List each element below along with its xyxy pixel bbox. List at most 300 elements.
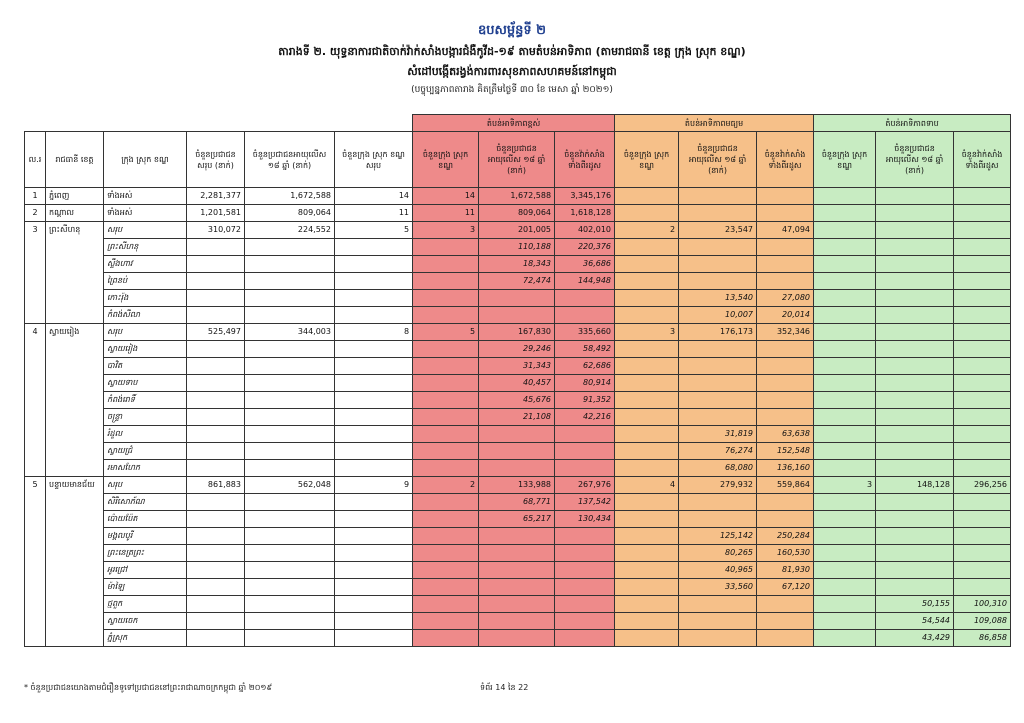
cell-no — [25, 239, 46, 256]
cell-h-cnt — [413, 392, 479, 409]
cell-pop18 — [245, 273, 335, 290]
cell-h-pop — [479, 596, 555, 613]
cell-pop18 — [245, 511, 335, 528]
cell-cnt — [335, 392, 413, 409]
cell-m-pop — [679, 358, 757, 375]
table-row — [25, 188, 1011, 205]
cell-province — [46, 392, 104, 409]
cell-pop18 — [245, 290, 335, 307]
table-row — [25, 341, 1011, 358]
cell-no — [25, 443, 46, 460]
cell-m-pop: 40,965 — [679, 562, 757, 579]
table-row — [25, 562, 1011, 579]
cell-h-pop — [479, 579, 555, 596]
cell-l-cnt — [814, 205, 876, 222]
cell-no — [25, 460, 46, 477]
cell-l-dose: 109,088 — [954, 613, 1011, 630]
table-row — [25, 256, 1011, 273]
cell-h-pop: 133,988 — [479, 477, 555, 494]
cell-cnt — [335, 358, 413, 375]
cell-l-pop — [876, 358, 954, 375]
group-header-low: តំបន់អាទិភាពទាប — [814, 115, 1011, 132]
cell-h-dose: 335,660 — [555, 324, 615, 341]
cell-m-dose — [757, 375, 814, 392]
cell-cnt — [335, 307, 413, 324]
cell-cnt: 5 — [335, 222, 413, 239]
cell-h-dose — [555, 426, 615, 443]
cell-h-dose: 42,216 — [555, 409, 615, 426]
cell-h-cnt — [413, 443, 479, 460]
cell-pop18 — [245, 460, 335, 477]
table-row — [25, 613, 1011, 630]
cell-m-dose: 81,930 — [757, 562, 814, 579]
cell-pop18 — [245, 256, 335, 273]
cell-pop — [187, 494, 245, 511]
cell-h-dose: 91,352 — [555, 392, 615, 409]
cell-pop — [187, 511, 245, 528]
cell-l-cnt — [814, 409, 876, 426]
cell-province — [46, 511, 104, 528]
cell-m-pop — [679, 494, 757, 511]
cell-cnt: 14 — [335, 188, 413, 205]
cell-m-cnt — [615, 307, 679, 324]
cell-no: 4 — [25, 324, 46, 341]
cell-h-pop — [479, 545, 555, 562]
cell-l-pop — [876, 324, 954, 341]
cell-l-pop — [876, 188, 954, 205]
cell-pop18 — [245, 579, 335, 596]
cell-h-cnt — [413, 630, 479, 647]
cell-h-dose: 1,618,128 — [555, 205, 615, 222]
cell-no — [25, 341, 46, 358]
cell-province: បន្ទាយមានជ័យ — [46, 477, 104, 494]
cell-m-pop: 76,274 — [679, 443, 757, 460]
cell-h-pop: 167,830 — [479, 324, 555, 341]
col-header-high-doses: ចំនួនវ៉ាក់សាំងទាំងពីរដូស — [555, 132, 615, 188]
cell-cnt — [335, 239, 413, 256]
cell-no: 5 — [25, 477, 46, 494]
cell-district: ស្ទឹងហាវ — [104, 256, 187, 273]
cell-m-cnt: 2 — [615, 222, 679, 239]
cell-h-dose: 402,010 — [555, 222, 615, 239]
table-row — [25, 358, 1011, 375]
cell-district: អូរជ្រៅ — [104, 562, 187, 579]
cell-m-cnt — [615, 562, 679, 579]
cell-no — [25, 273, 46, 290]
cell-m-cnt — [615, 596, 679, 613]
cell-pop18 — [245, 562, 335, 579]
cell-h-dose: 267,976 — [555, 477, 615, 494]
cell-m-pop: 176,173 — [679, 324, 757, 341]
cell-h-dose — [555, 596, 615, 613]
cell-l-dose — [954, 239, 1011, 256]
cell-l-pop — [876, 290, 954, 307]
cell-province: ព្រះសីហនុ — [46, 222, 104, 239]
cell-m-cnt — [615, 239, 679, 256]
col-header-low-count: ចំនួនក្រុង ស្រុក ខណ្ឌ — [814, 132, 876, 188]
cell-h-cnt — [413, 409, 479, 426]
col-header-district-count: ចំនួនក្រុង ស្រុក ខណ្ឌសរុប — [335, 132, 413, 188]
cell-m-cnt — [615, 358, 679, 375]
cell-m-pop — [679, 205, 757, 222]
cell-m-dose — [757, 630, 814, 647]
cell-l-pop — [876, 239, 954, 256]
cell-district: សរុប — [104, 477, 187, 494]
cell-district: ព្រៃនប់ — [104, 273, 187, 290]
cell-province — [46, 341, 104, 358]
col-header-medium-doses: ចំនួនវ៉ាក់សាំងទាំងពីរដូស — [757, 132, 814, 188]
cell-pop: 310,072 — [187, 222, 245, 239]
table-row — [25, 324, 1011, 341]
col-header-medium-count: ចំនួនក្រុង ស្រុក ខណ្ឌ — [615, 132, 679, 188]
cell-cnt — [335, 375, 413, 392]
cell-province — [46, 273, 104, 290]
cell-m-pop: 33,560 — [679, 579, 757, 596]
cell-cnt — [335, 545, 413, 562]
cell-m-cnt — [615, 392, 679, 409]
cell-district: កោះរ៉ុង — [104, 290, 187, 307]
cell-h-pop: 72,474 — [479, 273, 555, 290]
cell-m-dose: 20,014 — [757, 307, 814, 324]
cell-no — [25, 511, 46, 528]
cell-no: 2 — [25, 205, 46, 222]
cell-no — [25, 358, 46, 375]
cell-h-pop: 110,188 — [479, 239, 555, 256]
cell-cnt — [335, 528, 413, 545]
cell-l-dose — [954, 392, 1011, 409]
cell-pop18: 562,048 — [245, 477, 335, 494]
cell-no — [25, 426, 46, 443]
cell-m-dose — [757, 256, 814, 273]
cell-l-dose — [954, 341, 1011, 358]
cell-pop — [187, 239, 245, 256]
cell-l-cnt — [814, 324, 876, 341]
cell-m-pop — [679, 511, 757, 528]
cell-pop: 1,201,581 — [187, 205, 245, 222]
cell-l-cnt — [814, 375, 876, 392]
cell-h-cnt — [413, 307, 479, 324]
table-row — [25, 273, 1011, 290]
cell-pop18 — [245, 630, 335, 647]
cell-pop — [187, 273, 245, 290]
cell-h-dose: 80,914 — [555, 375, 615, 392]
page-number: ទំព័រ 14 នៃ 22 — [480, 683, 529, 692]
col-header-no: ល.រ — [25, 132, 46, 188]
table-row — [25, 307, 1011, 324]
cell-district: ប៉ោយប៉ែត — [104, 511, 187, 528]
cell-l-cnt — [814, 426, 876, 443]
cell-h-dose — [555, 562, 615, 579]
cell-no — [25, 596, 46, 613]
cell-district: សរុប — [104, 222, 187, 239]
cell-l-dose — [954, 426, 1011, 443]
cell-h-cnt: 5 — [413, 324, 479, 341]
cell-no: 3 — [25, 222, 46, 239]
cell-district: ភ្នំស្រុក — [104, 630, 187, 647]
cell-pop — [187, 409, 245, 426]
cell-m-cnt — [615, 426, 679, 443]
col-header-high-count: ចំនួនក្រុង ស្រុក ខណ្ឌ — [413, 132, 479, 188]
cell-h-dose — [555, 443, 615, 460]
cell-district: ស្វាយទាប — [104, 375, 187, 392]
cell-pop — [187, 630, 245, 647]
cell-l-cnt: 3 — [814, 477, 876, 494]
cell-l-cnt — [814, 273, 876, 290]
cell-pop — [187, 579, 245, 596]
cell-m-dose: 27,080 — [757, 290, 814, 307]
cell-l-dose: 86,858 — [954, 630, 1011, 647]
cell-no — [25, 562, 46, 579]
cell-cnt: 9 — [335, 477, 413, 494]
cell-h-dose: 220,376 — [555, 239, 615, 256]
cell-l-cnt — [814, 188, 876, 205]
cell-l-dose — [954, 375, 1011, 392]
cell-district: សរុប — [104, 324, 187, 341]
cell-cnt — [335, 613, 413, 630]
cell-l-dose: 100,310 — [954, 596, 1011, 613]
cell-l-pop — [876, 409, 954, 426]
cell-no — [25, 613, 46, 630]
cell-h-pop — [479, 613, 555, 630]
cell-m-pop: 13,540 — [679, 290, 757, 307]
cell-province: កណ្ដាល — [46, 205, 104, 222]
cell-m-dose — [757, 341, 814, 358]
cell-district: រំដួល — [104, 426, 187, 443]
cell-m-cnt — [615, 460, 679, 477]
cell-l-cnt — [814, 494, 876, 511]
cell-cnt — [335, 596, 413, 613]
cell-no — [25, 290, 46, 307]
cell-l-cnt — [814, 358, 876, 375]
cell-h-pop — [479, 290, 555, 307]
table-subtitle: សំដៅបង្កើតរង្វង់ការពារសុខភាពសហគមន៍នៅកម្ពុជា — [407, 65, 617, 78]
cell-h-dose: 36,686 — [555, 256, 615, 273]
cell-province: ភ្នំពេញ — [46, 188, 104, 205]
cell-m-cnt — [615, 579, 679, 596]
cell-pop — [187, 256, 245, 273]
cell-pop18 — [245, 375, 335, 392]
cell-no — [25, 392, 46, 409]
cell-pop18 — [245, 426, 335, 443]
cell-l-dose — [954, 188, 1011, 205]
document-header — [0, 22, 1024, 97]
cell-l-pop: 148,128 — [876, 477, 954, 494]
cell-h-cnt — [413, 511, 479, 528]
cell-pop18 — [245, 545, 335, 562]
cell-no — [25, 579, 46, 596]
cell-h-cnt: 3 — [413, 222, 479, 239]
cell-l-dose — [954, 222, 1011, 239]
cell-h-dose — [555, 460, 615, 477]
cell-l-pop — [876, 426, 954, 443]
cell-cnt: 8 — [335, 324, 413, 341]
cell-l-dose — [954, 562, 1011, 579]
cell-cnt — [335, 273, 413, 290]
cell-l-cnt — [814, 528, 876, 545]
cell-m-dose: 136,160 — [757, 460, 814, 477]
col-header-pop18: ចំនួនប្រជាជនអាយុលើស ១៨ ឆ្នាំ (នាក់) — [245, 132, 335, 188]
cell-pop18: 344,003 — [245, 324, 335, 341]
cell-h-cnt — [413, 358, 479, 375]
cell-district: កំពង់រោទិ៍ — [104, 392, 187, 409]
cell-l-dose — [954, 256, 1011, 273]
cell-province — [46, 375, 104, 392]
cell-l-dose — [954, 460, 1011, 477]
cell-m-cnt: 3 — [615, 324, 679, 341]
cell-m-dose — [757, 358, 814, 375]
cell-district: ព្រះនេត្រព្រះ — [104, 545, 187, 562]
cell-h-dose — [555, 613, 615, 630]
cell-pop: 525,497 — [187, 324, 245, 341]
cell-h-pop: 201,005 — [479, 222, 555, 239]
cell-l-cnt — [814, 239, 876, 256]
cell-m-dose: 63,638 — [757, 426, 814, 443]
cell-l-cnt — [814, 545, 876, 562]
cell-pop — [187, 528, 245, 545]
cell-no — [25, 256, 46, 273]
cell-h-pop: 40,457 — [479, 375, 555, 392]
table-row — [25, 596, 1011, 613]
cell-h-dose — [555, 579, 615, 596]
cell-m-dose — [757, 596, 814, 613]
cell-pop — [187, 307, 245, 324]
cell-l-dose — [954, 511, 1011, 528]
cell-l-pop — [876, 375, 954, 392]
cell-l-dose — [954, 273, 1011, 290]
cell-no — [25, 494, 46, 511]
cell-l-dose — [954, 494, 1011, 511]
cell-m-dose — [757, 494, 814, 511]
cell-pop — [187, 375, 245, 392]
cell-pop18 — [245, 528, 335, 545]
cell-district: ម៉ាឡៃ — [104, 579, 187, 596]
cell-m-cnt — [615, 256, 679, 273]
cell-pop18: 809,064 — [245, 205, 335, 222]
cell-m-cnt — [615, 409, 679, 426]
cell-province — [46, 307, 104, 324]
table-row — [25, 460, 1011, 477]
cell-m-pop — [679, 375, 757, 392]
table-row — [25, 545, 1011, 562]
cell-province — [46, 256, 104, 273]
cell-l-dose — [954, 443, 1011, 460]
table-row — [25, 426, 1011, 443]
cell-l-pop: 54,544 — [876, 613, 954, 630]
cell-pop — [187, 443, 245, 460]
cell-l-cnt — [814, 256, 876, 273]
cell-district: ថ្មពួក — [104, 596, 187, 613]
cell-l-cnt — [814, 596, 876, 613]
cell-l-pop — [876, 579, 954, 596]
cell-h-pop — [479, 630, 555, 647]
cell-m-cnt — [615, 205, 679, 222]
cell-pop — [187, 392, 245, 409]
cell-l-cnt — [814, 511, 876, 528]
cell-l-dose — [954, 545, 1011, 562]
cell-pop — [187, 341, 245, 358]
cell-district: រមាសហែក — [104, 460, 187, 477]
cell-m-cnt — [615, 528, 679, 545]
cell-cnt — [335, 290, 413, 307]
cell-province — [46, 239, 104, 256]
cell-l-cnt — [814, 341, 876, 358]
cell-district: ទាំងអស់ — [104, 205, 187, 222]
cell-l-pop — [876, 511, 954, 528]
cell-pop18: 224,552 — [245, 222, 335, 239]
cell-cnt — [335, 511, 413, 528]
cell-l-dose — [954, 528, 1011, 545]
cell-l-pop — [876, 256, 954, 273]
cell-no: 1 — [25, 188, 46, 205]
cell-l-dose — [954, 409, 1011, 426]
cell-district: មង្គលបូរី — [104, 528, 187, 545]
cell-h-pop — [479, 562, 555, 579]
cell-h-pop: 68,771 — [479, 494, 555, 511]
cell-h-dose: 130,434 — [555, 511, 615, 528]
cell-m-cnt — [615, 188, 679, 205]
cell-cnt — [335, 630, 413, 647]
cell-no — [25, 630, 46, 647]
cell-h-pop — [479, 460, 555, 477]
table-row — [25, 528, 1011, 545]
cell-m-pop: 23,547 — [679, 222, 757, 239]
cell-h-dose — [555, 307, 615, 324]
cell-province — [46, 460, 104, 477]
cell-l-cnt — [814, 613, 876, 630]
table-row — [25, 579, 1011, 596]
cell-l-dose: 296,256 — [954, 477, 1011, 494]
cell-district: ស្វាយរៀង — [104, 341, 187, 358]
cell-h-cnt — [413, 528, 479, 545]
cell-h-cnt — [413, 579, 479, 596]
cell-m-pop: 125,142 — [679, 528, 757, 545]
cell-m-cnt — [615, 545, 679, 562]
cell-cnt — [335, 443, 413, 460]
cell-h-pop — [479, 443, 555, 460]
cell-cnt — [335, 460, 413, 477]
cell-m-pop — [679, 630, 757, 647]
col-header-district: ក្រុង ស្រុក ខណ្ឌ — [104, 132, 187, 188]
cell-h-pop: 29,246 — [479, 341, 555, 358]
cell-l-dose — [954, 205, 1011, 222]
cell-l-pop — [876, 545, 954, 562]
cell-h-cnt — [413, 273, 479, 290]
cell-district: សិរីសោភ័ណ — [104, 494, 187, 511]
cell-l-cnt — [814, 392, 876, 409]
cell-m-pop — [679, 341, 757, 358]
cell-l-pop — [876, 222, 954, 239]
cell-l-pop — [876, 307, 954, 324]
cell-m-dose: 352,346 — [757, 324, 814, 341]
cell-l-pop: 50,155 — [876, 596, 954, 613]
cell-province — [46, 545, 104, 562]
cell-m-pop — [679, 409, 757, 426]
cell-m-dose — [757, 273, 814, 290]
cell-m-cnt — [615, 290, 679, 307]
cell-h-cnt — [413, 460, 479, 477]
cell-m-pop — [679, 392, 757, 409]
col-header-medium-pop18: ចំនួនប្រជាជនអាយុលើស ១៨ ឆ្នាំ (នាក់) — [679, 132, 757, 188]
cell-m-cnt — [615, 630, 679, 647]
cell-province — [46, 613, 104, 630]
table-row — [25, 477, 1011, 494]
cell-cnt — [335, 579, 413, 596]
cell-pop18 — [245, 358, 335, 375]
cell-district: ទាំងអស់ — [104, 188, 187, 205]
cell-m-dose: 160,530 — [757, 545, 814, 562]
cell-pop — [187, 545, 245, 562]
cell-cnt — [335, 426, 413, 443]
